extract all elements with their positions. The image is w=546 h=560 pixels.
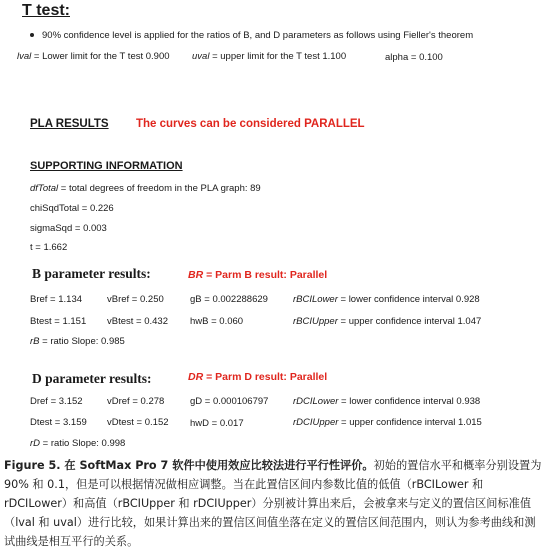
sigma-sqd: sigmaSqd = 0.003 (30, 223, 107, 234)
rb-label: rB (30, 336, 40, 347)
rb-text: = ratio Slope: 0.985 (39, 336, 125, 347)
btest-value: Btest = 1.151 (30, 316, 87, 327)
df-total-label: dfTotal (30, 183, 59, 194)
br-label: BR (188, 269, 204, 281)
rdci-lower-text: = lower confidence interval 0.938 (338, 396, 481, 407)
rbci-lower-label: rBCILower (293, 294, 338, 305)
supporting-info-title: SUPPORTING INFORMATION (30, 160, 183, 172)
figure-caption-text: 初始的置信水平和概率分别设置为 90% 和 0.1，但是可以根据情况做相应调整。当在此置信区间内参数比值的低值（rBCILower 和 rDCILower）和高值（rBCIUpper 和 rDCIUpper）分别被计算出来后，会被拿来与定义的置信区间标准值（lval 和 uval）进行比较，如果计算出来的置信区间值坐落在定义的置信区间范围内，则认为参考曲线和测试曲线是相互平行的关系。 (4, 459, 542, 548)
figure-caption (4, 456, 544, 551)
df-total-line (30, 183, 261, 194)
bref-value: Bref = 1.134 (30, 294, 83, 305)
dtest-value: Dtest = 3.159 (30, 417, 87, 428)
bullet-dot-icon (30, 33, 34, 37)
vdtest-value: vDtest = 0.152 (107, 417, 169, 428)
rdci-upper-label: rDCIUpper (293, 417, 339, 428)
b-parameter-heading: B parameter results: (32, 266, 151, 281)
rbci-lower-line (293, 294, 480, 305)
dref-value: Dref = 3.152 (30, 396, 83, 407)
pla-conclusion: The curves can be considered PARALLEL (136, 118, 365, 130)
rbci-lower-text: = lower confidence interval 0.928 (337, 294, 480, 305)
rdci-lower-line (293, 396, 480, 407)
rdci-lower-label: rDCILower (293, 396, 339, 407)
figure-caption-label: Figure 5. 在 SoftMax Pro 7 软件中使用效应比较法进行平行性评价。 (4, 459, 374, 472)
chisqd-total: chiSqdTotal = 0.226 (30, 203, 114, 214)
uval-line (192, 51, 346, 62)
rbci-upper-text: = upper confidence interval 1.047 (337, 316, 482, 327)
b-parameter-result (188, 269, 327, 281)
gb-value: gB = 0.002288629 (190, 294, 268, 305)
dr-text: = Parm D result: Parallel (203, 371, 328, 383)
vbref-value: vBref = 0.250 (107, 294, 164, 305)
rd-text: = ratio Slope: 0.998 (40, 438, 126, 449)
rdci-upper-line (293, 417, 482, 428)
d-parameter-heading: D parameter results: (32, 371, 152, 386)
confidence-bullet (30, 30, 473, 41)
gd-value: gD = 0.000106797 (190, 396, 269, 407)
lval-text: = Lower limit for the T test 0.900 (31, 51, 170, 62)
rb-ratio-line (30, 336, 125, 347)
rbci-upper-line (293, 316, 481, 327)
d-parameter-result (188, 371, 327, 383)
uval-text: = upper limit for the T test 1.100 (209, 51, 347, 62)
t-value: t = 1.662 (30, 242, 68, 253)
hwb-value: hwB = 0.060 (190, 316, 244, 327)
rd-ratio-line (30, 438, 125, 449)
pla-results-title: PLA RESULTS (30, 118, 109, 130)
hwd-value: hwD = 0.017 (190, 418, 244, 429)
vdref-value: vDref = 0.278 (107, 396, 165, 407)
dr-label: DR (188, 371, 204, 383)
lval-line (17, 51, 170, 62)
vbtest-value: vBtest = 0.432 (107, 316, 168, 327)
rdci-upper-text: = upper confidence interval 1.015 (338, 417, 482, 428)
br-text: = Parm B result: Parallel (203, 269, 328, 281)
alpha-value: alpha = 0.100 (385, 52, 443, 63)
df-total-text: = total degrees of freedom in the PLA graph: 89 (58, 183, 261, 194)
uval-label: uval (192, 51, 210, 62)
t-test-title: T test: (22, 2, 70, 19)
rbci-upper-label: rBCIUpper (293, 316, 338, 327)
rd-label: rD (30, 438, 41, 449)
confidence-bullet-text: 90% confidence level is applied for the ratios of B, and D parameters as follows using Fieller's theorem (42, 30, 474, 41)
lval-label: lval (17, 51, 32, 62)
